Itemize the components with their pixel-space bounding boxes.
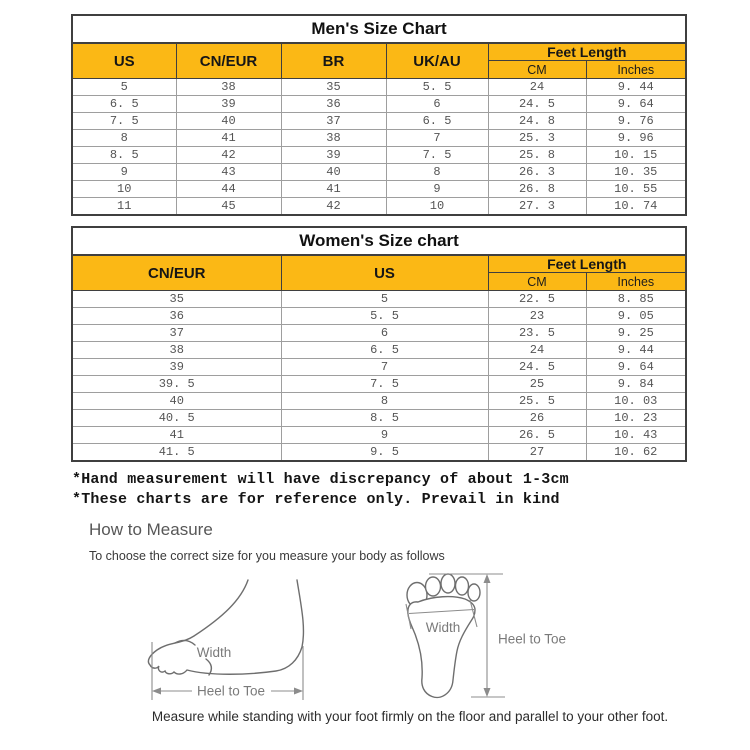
mens-cell: 44 — [176, 181, 281, 198]
table-row — [72, 181, 686, 198]
mens-cell: 6. 5 — [72, 96, 176, 113]
womens-cell: 22. 5 — [488, 291, 586, 308]
womens-cell: 39 — [72, 359, 281, 376]
table-row — [72, 342, 686, 359]
mens-cell: 41 — [281, 181, 386, 198]
womens-cell: 40. 5 — [72, 410, 281, 427]
mens-col-header-cneur: CN/EUR — [176, 43, 281, 79]
womens-cell: 10. 62 — [586, 444, 686, 462]
mens-col-header-us: US — [72, 43, 176, 79]
foot-side-view-diagram — [130, 560, 390, 710]
womens-cell: 27 — [488, 444, 586, 462]
mens-cell: 8 — [386, 164, 488, 181]
womens-cell: 9. 44 — [586, 342, 686, 359]
table-row — [72, 325, 686, 342]
mens-cell: 9. 76 — [586, 113, 686, 130]
note-hand-measurement: *Hand measurement will have discrepancy of about 1-3cm — [72, 471, 569, 488]
mens-cell: 42 — [176, 147, 281, 164]
up-arrowhead-icon — [484, 574, 491, 583]
womens-cell: 37 — [72, 325, 281, 342]
womens-cell: 23 — [488, 308, 586, 325]
womens-cell: 10. 43 — [586, 427, 686, 444]
mens-cell: 7. 5 — [72, 113, 176, 130]
womens-col-header-us: US — [281, 255, 488, 291]
footprint-bottom-view-diagram — [395, 552, 685, 712]
womens-cell: 9. 05 — [586, 308, 686, 325]
mens-feet-length-header: Feet Length — [488, 43, 686, 61]
womens-cell: 36 — [72, 308, 281, 325]
table-row — [72, 444, 686, 462]
mens-cell: 35 — [281, 79, 386, 96]
mens-cell: 41 — [176, 130, 281, 147]
mens-chart-title: Men's Size Chart — [72, 15, 686, 43]
mens-col-header-br: BR — [281, 43, 386, 79]
mens-cell: 24 — [488, 79, 586, 96]
mens-cell: 5. 5 — [386, 79, 488, 96]
womens-cell: 7 — [281, 359, 488, 376]
womens-cell: 24. 5 — [488, 359, 586, 376]
mens-cell: 11 — [72, 198, 176, 216]
measure-instruction-caption: Measure while standing with your foot firmly on the floor and parallel to your other foot. — [151, 709, 669, 724]
table-row — [72, 291, 686, 308]
toe-outline — [468, 584, 480, 601]
mens-cell: 9. 96 — [586, 130, 686, 147]
mens-cell: 24. 5 — [488, 96, 586, 113]
mens-cell: 7 — [386, 130, 488, 147]
womens-feet-length-header: Feet Length — [488, 255, 686, 273]
mens-cell: 8. 5 — [72, 147, 176, 164]
mens-cell: 10. 15 — [586, 147, 686, 164]
womens-cell: 10. 23 — [586, 410, 686, 427]
toe-outline — [426, 577, 441, 596]
womens-cell: 6 — [281, 325, 488, 342]
mens-cell: 10 — [72, 181, 176, 198]
mens-cell: 25. 8 — [488, 147, 586, 164]
table-row — [72, 113, 686, 130]
womens-cell: 25 — [488, 376, 586, 393]
how-to-measure-subtext: To choose the correct size for you measure your body as follows — [89, 549, 445, 563]
mens-cell: 10. 55 — [586, 181, 686, 198]
mens-cell: 36 — [281, 96, 386, 113]
bottom-width-label: Width — [425, 620, 461, 635]
bottom-heel-to-toe-label: Heel to Toe — [498, 631, 567, 647]
womens-col-header-cneur: CN/EUR — [72, 255, 281, 291]
mens-cell: 39 — [281, 147, 386, 164]
table-row — [72, 308, 686, 325]
womens-chart-title: Women's Size chart — [72, 227, 686, 255]
mens-cell: 6. 5 — [386, 113, 488, 130]
womens-cell: 5. 5 — [281, 308, 488, 325]
table-row — [72, 164, 686, 181]
mens-cell: 10 — [386, 198, 488, 216]
mens-cell: 26. 8 — [488, 181, 586, 198]
womens-cell: 38 — [72, 342, 281, 359]
womens-cell: 40 — [72, 393, 281, 410]
womens-cell: 41. 5 — [72, 444, 281, 462]
table-row — [72, 79, 686, 96]
womens-cell: 23. 5 — [488, 325, 586, 342]
mens-subheader-cm: CM — [488, 61, 586, 79]
how-to-measure-heading: How to Measure — [89, 520, 213, 539]
womens-subheader-cm: CM — [488, 273, 586, 291]
table-row — [72, 15, 686, 43]
womens-cell: 39. 5 — [72, 376, 281, 393]
mens-cell: 9. 44 — [586, 79, 686, 96]
foot-side-outline — [148, 580, 303, 674]
womens-cell: 8. 85 — [586, 291, 686, 308]
mens-subheader-inches: Inches — [586, 61, 686, 79]
table-row — [72, 376, 686, 393]
mens-cell: 40 — [176, 113, 281, 130]
womens-cell: 26 — [488, 410, 586, 427]
mens-cell: 24. 8 — [488, 113, 586, 130]
mens-col-header-ukau: UK/AU — [386, 43, 488, 79]
mens-cell: 7. 5 — [386, 147, 488, 164]
mens-cell: 10. 74 — [586, 198, 686, 216]
toe-outline — [456, 577, 469, 595]
table-row — [72, 255, 686, 273]
mens-cell: 42 — [281, 198, 386, 216]
mens-cell: 45 — [176, 198, 281, 216]
womens-cell: 6. 5 — [281, 342, 488, 359]
womens-cell: 35 — [72, 291, 281, 308]
disclaimer-notes — [72, 470, 569, 510]
mens-cell: 39 — [176, 96, 281, 113]
table-row — [72, 43, 686, 61]
womens-cell: 10. 03 — [586, 393, 686, 410]
mens-cell: 10. 35 — [586, 164, 686, 181]
table-row — [72, 130, 686, 147]
mens-cell: 5 — [72, 79, 176, 96]
table-row — [72, 147, 686, 164]
table-row — [72, 393, 686, 410]
mens-cell: 37 — [281, 113, 386, 130]
table-row — [72, 96, 686, 113]
womens-cell: 9. 84 — [586, 376, 686, 393]
mens-cell: 38 — [176, 79, 281, 96]
mens-cell: 38 — [281, 130, 386, 147]
toe-outline — [441, 574, 455, 593]
womens-cell: 41 — [72, 427, 281, 444]
womens-subheader-inches: Inches — [586, 273, 686, 291]
womens-cell: 7. 5 — [281, 376, 488, 393]
left-arrowhead-icon — [152, 688, 161, 695]
womens-cell: 5 — [281, 291, 488, 308]
mens-cell: 6 — [386, 96, 488, 113]
mens-cell: 9 — [72, 164, 176, 181]
womens-cell: 8. 5 — [281, 410, 488, 427]
womens-cell: 8 — [281, 393, 488, 410]
mens-cell: 43 — [176, 164, 281, 181]
table-row — [72, 410, 686, 427]
side-width-label: Width — [196, 645, 232, 660]
table-row — [72, 359, 686, 376]
womens-cell: 9 — [281, 427, 488, 444]
womens-cell: 24 — [488, 342, 586, 359]
womens-size-table — [71, 226, 687, 462]
right-arrowhead-icon — [294, 688, 303, 695]
side-heel-to-toe-label: Heel to Toe — [196, 683, 266, 699]
womens-cell: 9. 64 — [586, 359, 686, 376]
mens-cell: 25. 3 — [488, 130, 586, 147]
mens-cell: 40 — [281, 164, 386, 181]
womens-cell: 9. 25 — [586, 325, 686, 342]
mens-cell: 9 — [386, 181, 488, 198]
table-row — [72, 198, 686, 216]
womens-cell: 25. 5 — [488, 393, 586, 410]
table-row — [72, 227, 686, 255]
womens-cell: 9. 5 — [281, 444, 488, 462]
table-row — [72, 427, 686, 444]
womens-cell: 26. 5 — [488, 427, 586, 444]
mens-size-table — [71, 14, 687, 216]
mens-cell: 26. 3 — [488, 164, 586, 181]
mens-cell: 27. 3 — [488, 198, 586, 216]
mens-cell: 9. 64 — [586, 96, 686, 113]
down-arrowhead-icon — [484, 688, 491, 697]
mens-cell: 8 — [72, 130, 176, 147]
note-reference-only: *These charts are for reference only. Prevail in kind — [72, 491, 560, 508]
